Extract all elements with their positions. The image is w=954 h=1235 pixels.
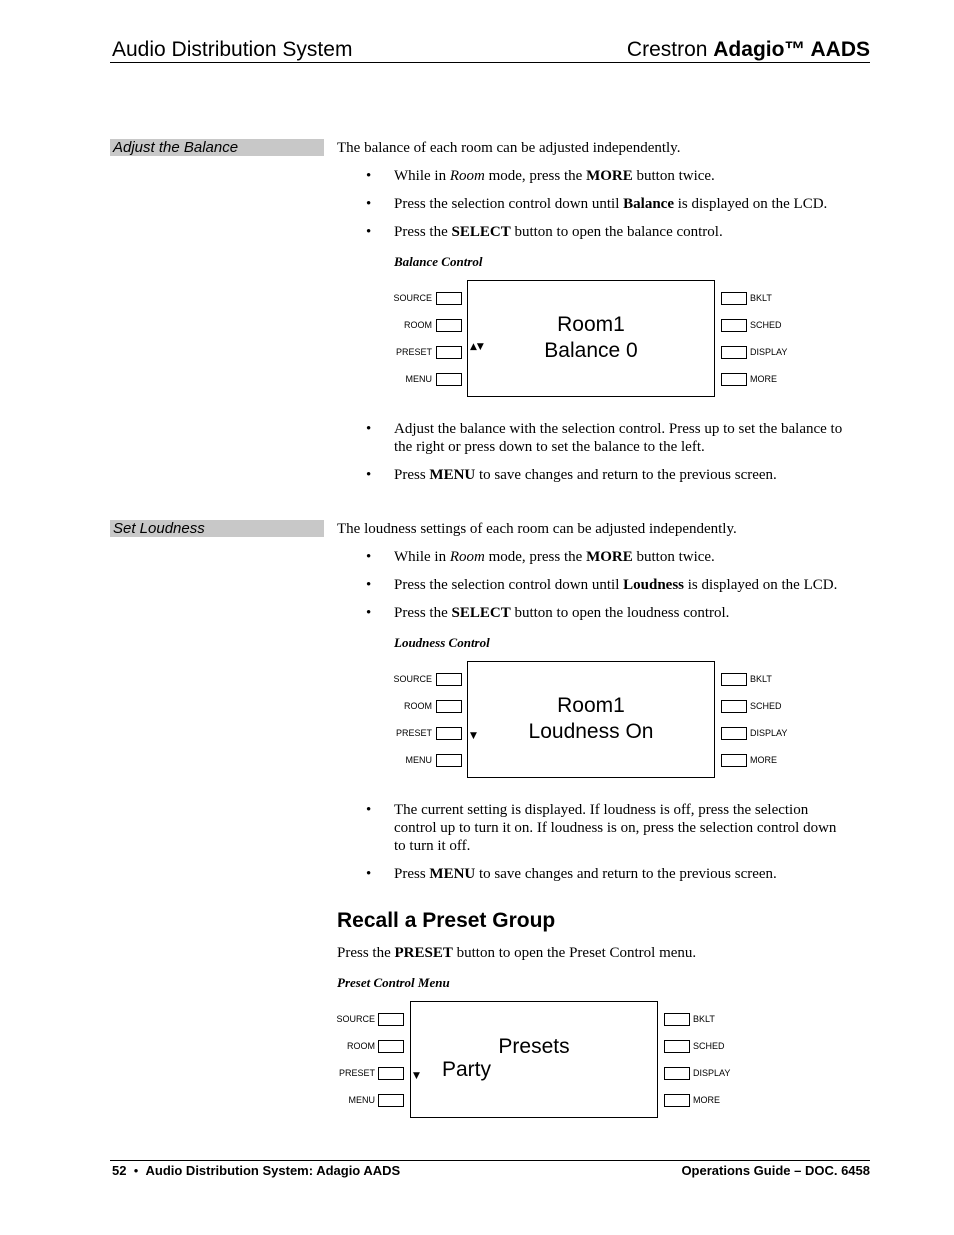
- room-button: [378, 1040, 404, 1053]
- display-button: [721, 346, 747, 359]
- room-button: [436, 700, 462, 713]
- footer-left: 52 • Audio Distribution System: Adagio AADS: [112, 1163, 401, 1178]
- bklt-label: BKLT: [750, 293, 772, 303]
- preset-intro: Press the PRESET button to open the Preset Control menu.: [337, 945, 697, 961]
- lcd-screen: [467, 661, 715, 778]
- preset-button: [436, 346, 462, 359]
- menu-label: MENU: [405, 374, 432, 384]
- loudness-keypad-diagram: [355, 661, 788, 779]
- section-head-balance: Adjust the Balance: [110, 139, 324, 156]
- bklt-button: [721, 673, 747, 686]
- room-label: ROOM: [347, 1041, 375, 1051]
- balance-step-2: • Press the selection control down until Balance is displayed on the LCD.: [366, 196, 828, 212]
- source-button: [436, 673, 462, 686]
- bklt-button: [664, 1013, 690, 1026]
- lcd-line-2: Loudness On: [528, 720, 654, 743]
- balance-keypad-diagram: [355, 280, 788, 398]
- footer-rule: [110, 1160, 870, 1161]
- loudness-step-1: • While in Room mode, press the MORE button twice.: [366, 549, 715, 565]
- bklt-label: BKLT: [750, 674, 772, 684]
- display-label: DISPLAY: [693, 1068, 731, 1078]
- lcd-screen: [410, 1001, 658, 1118]
- lcd-line-1: Room1: [557, 694, 625, 717]
- preset-label: PRESET: [395, 347, 432, 357]
- sched-button: [721, 319, 747, 332]
- menu-button: [436, 373, 462, 386]
- lcd-line-1: Room1: [557, 313, 625, 336]
- display-label: DISPLAY: [750, 347, 788, 357]
- more-label: MORE: [750, 374, 777, 384]
- menu-label: MENU: [348, 1095, 375, 1105]
- balance-step-5: • Press MENU to save changes and return to the previous screen.: [366, 467, 777, 483]
- source-label: SOURCE: [393, 674, 432, 684]
- header-product: Crestron Adagio™ AADS: [626, 38, 870, 61]
- display-label: DISPLAY: [750, 728, 788, 738]
- balance-intro: The balance of each room can be adjusted independently.: [337, 140, 681, 156]
- sched-button: [721, 700, 747, 713]
- menu-button: [378, 1094, 404, 1107]
- preset-button: [436, 727, 462, 740]
- balance-step-3: • Press the SELECT button to open the balance control.: [366, 224, 723, 240]
- preset-heading: Recall a Preset Group: [337, 909, 556, 932]
- more-button: [664, 1094, 690, 1107]
- lcd-line-1: Presets: [498, 1035, 570, 1058]
- sched-label: SCHED: [750, 320, 782, 330]
- source-button: [378, 1013, 404, 1026]
- loudness-step-2: • Press the selection control down until Loudness is displayed on the LCD.: [366, 577, 838, 593]
- preset-button: [378, 1067, 404, 1080]
- preset-label: PRESET: [395, 728, 432, 738]
- loudness-step-3: • Press the SELECT button to open the loudness control.: [366, 605, 730, 621]
- preset-label: PRESET: [338, 1068, 375, 1078]
- room-label: ROOM: [404, 320, 432, 330]
- down-arrow-icon: ▼: [413, 1071, 420, 1081]
- loudness-intro: The loudness settings of each room can be adjusted independently.: [337, 521, 737, 537]
- bklt-button: [721, 292, 747, 305]
- sched-label: SCHED: [693, 1041, 725, 1051]
- header-title: Audio Distribution System: [112, 38, 353, 61]
- loudness-step-5: • Press MENU to save changes and return to the previous screen.: [366, 866, 777, 882]
- header-rule: [110, 62, 870, 63]
- menu-label: MENU: [405, 755, 432, 765]
- lcd-line-2: Party: [442, 1058, 492, 1081]
- down-arrow-icon: ▼: [470, 731, 477, 741]
- footer-right: Operations Guide – DOC. 6458: [681, 1163, 870, 1178]
- sched-label: SCHED: [750, 701, 782, 711]
- page-number: 52: [112, 1163, 127, 1178]
- balance-caption: Balance Control: [394, 254, 483, 269]
- more-button: [721, 373, 747, 386]
- more-label: MORE: [693, 1095, 720, 1105]
- source-label: SOURCE: [336, 1014, 375, 1024]
- more-label: MORE: [750, 755, 777, 765]
- source-button: [436, 292, 462, 305]
- section-head-loudness: Set Loudness: [110, 520, 324, 537]
- menu-button: [436, 754, 462, 767]
- room-button: [436, 319, 462, 332]
- up-down-arrow-icon: ▲▼: [470, 342, 484, 352]
- preset-caption: Preset Control Menu: [337, 975, 450, 990]
- balance-step-4: • Adjust the balance with the selection control. Press up to set the balance to the right or press down to set the balance to the left.: [366, 421, 843, 455]
- loudness-step-4: • The current setting is displayed. If loudness is off, press the selection control up to turn it on. If loudness is on, press the selection control down to turn it off.: [366, 802, 837, 854]
- lcd-screen: [467, 280, 715, 397]
- display-button: [664, 1067, 690, 1080]
- more-button: [721, 754, 747, 767]
- source-label: SOURCE: [393, 293, 432, 303]
- sched-button: [664, 1040, 690, 1053]
- preset-keypad-diagram: [298, 1001, 731, 1119]
- lcd-line-2: Balance 0: [544, 339, 638, 362]
- bklt-label: BKLT: [693, 1014, 715, 1024]
- room-label: ROOM: [404, 701, 432, 711]
- balance-step-1: • While in Room mode, press the MORE button twice.: [366, 168, 715, 184]
- display-button: [721, 727, 747, 740]
- loudness-caption: Loudness Control: [394, 635, 490, 650]
